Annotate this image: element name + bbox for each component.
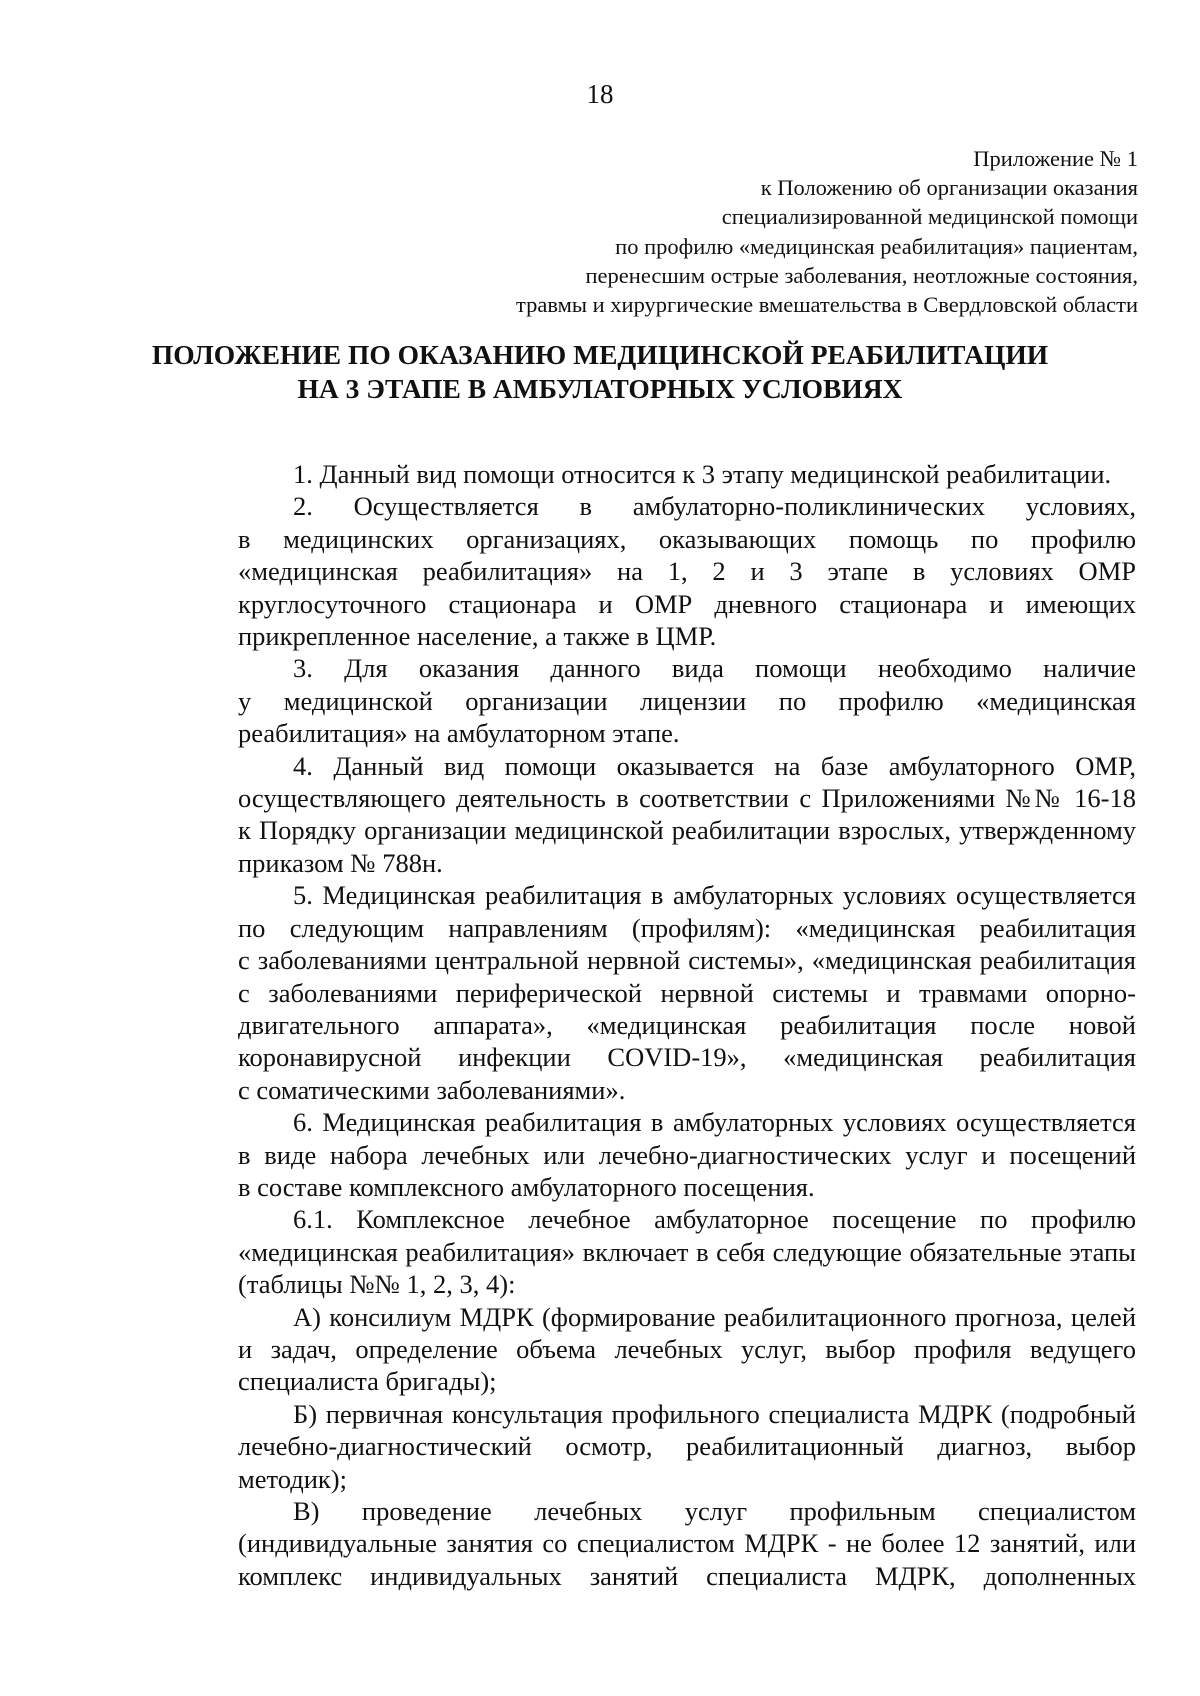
paragraph-line: осуществляющего деятельность в соответствии с Приложениями №№ 16-18 — [238, 783, 1136, 814]
title-line-1: ПОЛОЖЕНИЕ ПО ОКАЗАНИЮ МЕДИЦИНСКОЙ РЕАБИЛИТАЦИИ — [151, 339, 1049, 370]
page-number: 18 — [586, 79, 614, 109]
paragraph-7 — [183, 1203, 1136, 1300]
document-body — [183, 458, 1136, 1592]
appendix-line: к Положению об организации оказания — [760, 175, 1138, 201]
paragraph-line: А) консилиум МДРК (формирование реабилитационного прогноза, целей — [293, 1301, 1136, 1332]
paragraph-line: реабилитация» на амбулаторном этапе. — [238, 718, 680, 749]
title-line-2: НА 3 ЭТАПЕ В АМБУЛАТОРНЫХ УСЛОВИЯХ — [297, 373, 903, 404]
paragraph-line: 3. Для оказания данного вида помощи необходимо наличие — [293, 653, 1136, 684]
paragraph-line: у медицинской организации лицензии по профилю «медицинская — [238, 685, 1136, 716]
paragraph-line: «медицинская реабилитация» включает в себя следующие обязательные этапы — [238, 1236, 1136, 1267]
paragraph-line: прикрепленное население, а также в ЦМР. — [238, 621, 717, 652]
paragraph-line: «медицинская реабилитация» на 1, 2 и 3 этапе в условиях ОМР — [238, 556, 1136, 587]
paragraph-line: 6. Медицинская реабилитация в амбулаторных условиях осуществляется — [293, 1107, 1136, 1138]
document-title — [150, 338, 1050, 406]
appendix-line: перенесшим острые заболевания, неотложные состояния, — [585, 262, 1138, 288]
paragraph-8 — [183, 1301, 1136, 1398]
paragraph-line: 4. Данный вид помощи оказывается на базе амбулаторного ОМР, — [293, 750, 1136, 781]
paragraph-line: 1. Данный вид помощи относится к 3 этапу медицинской реабилитации. — [293, 459, 1112, 489]
paragraph-1 — [183, 458, 1136, 490]
paragraph-line: комплекс индивидуальных занятий специалиста МДРК, дополненных — [238, 1560, 1136, 1591]
paragraph-10 — [183, 1495, 1136, 1592]
paragraph-line: двигательного аппарата», «медицинская реабилитация после новой — [238, 1009, 1136, 1040]
paragraph-line: (таблицы №№ 1, 2, 3, 4): — [238, 1269, 516, 1300]
paragraph-5 — [183, 879, 1136, 1106]
appendix-line: по профилю «медицинская реабилитация» пациентам, — [615, 233, 1138, 259]
paragraph-line: в составе комплексного амбулаторного посещения. — [238, 1171, 815, 1202]
paragraph-line: с заболеваниями периферической нервной системы и травмами опорно- — [238, 977, 1136, 1008]
paragraph-line: в виде набора лечебных или лечебно-диагностических услуг и посещений — [238, 1139, 1136, 1170]
paragraph-line: В) проведение лечебных услуг профильным специалистом — [293, 1496, 1136, 1526]
paragraph-9 — [183, 1398, 1136, 1495]
paragraph-line: (индивидуальные занятия со специалистом МДРК - не более 12 занятий, или — [238, 1528, 1136, 1559]
appendix-line: травмы и хирургические вмешательства в Свердловской области — [516, 292, 1138, 318]
appendix-header — [380, 144, 1138, 319]
paragraph-line: 6.1. Комплексное лечебное амбулаторное посещение по профилю — [293, 1204, 1136, 1235]
paragraph-line: методик); — [238, 1463, 347, 1494]
paragraph-line: 2. Осуществляется в амбулаторно-поликлинических условиях, — [293, 491, 1136, 522]
paragraph-4 — [183, 750, 1136, 880]
paragraph-line: приказом № 788н. — [238, 847, 443, 878]
paragraph-line: и задач, определение объема лечебных услуг, выбор профиля ведущего — [238, 1333, 1136, 1364]
paragraph-line: к Порядку организации медицинской реабилитации взрослых, утвержденному — [238, 815, 1136, 846]
paragraph-line: лечебно-диагностический осмотр, реабилитационный диагноз, выбор — [238, 1431, 1136, 1462]
paragraph-6 — [183, 1106, 1136, 1203]
appendix-line: Приложение № 1 — [973, 146, 1138, 171]
paragraph-line: Б) первичная консультация профильного специалиста МДРК (подробный — [293, 1398, 1136, 1429]
paragraph-line: коронавирусной инфекции COVID-19», «медицинская реабилитация — [238, 1042, 1136, 1073]
paragraph-2 — [183, 490, 1136, 652]
paragraph-line: с заболеваниями центральной нервной системы», «медицинская реабилитация — [238, 945, 1136, 976]
paragraph-line: по следующим направлениям (профилям): «медицинская реабилитация — [238, 912, 1136, 943]
paragraph-line: в медицинских организациях, оказывающих помощь по профилю — [238, 523, 1136, 554]
paragraph-line: с соматическими заболеваниями». — [238, 1074, 626, 1105]
paragraph-line: специалиста бригады); — [238, 1366, 497, 1397]
paragraph-line: круглосуточного стационара и ОМР дневного стационара и имеющих — [238, 588, 1136, 619]
paragraph-line: 5. Медицинская реабилитация в амбулаторных условиях осуществляется — [293, 880, 1136, 911]
appendix-line: специализированной медицинской помощи — [721, 204, 1138, 230]
paragraph-3 — [183, 652, 1136, 749]
